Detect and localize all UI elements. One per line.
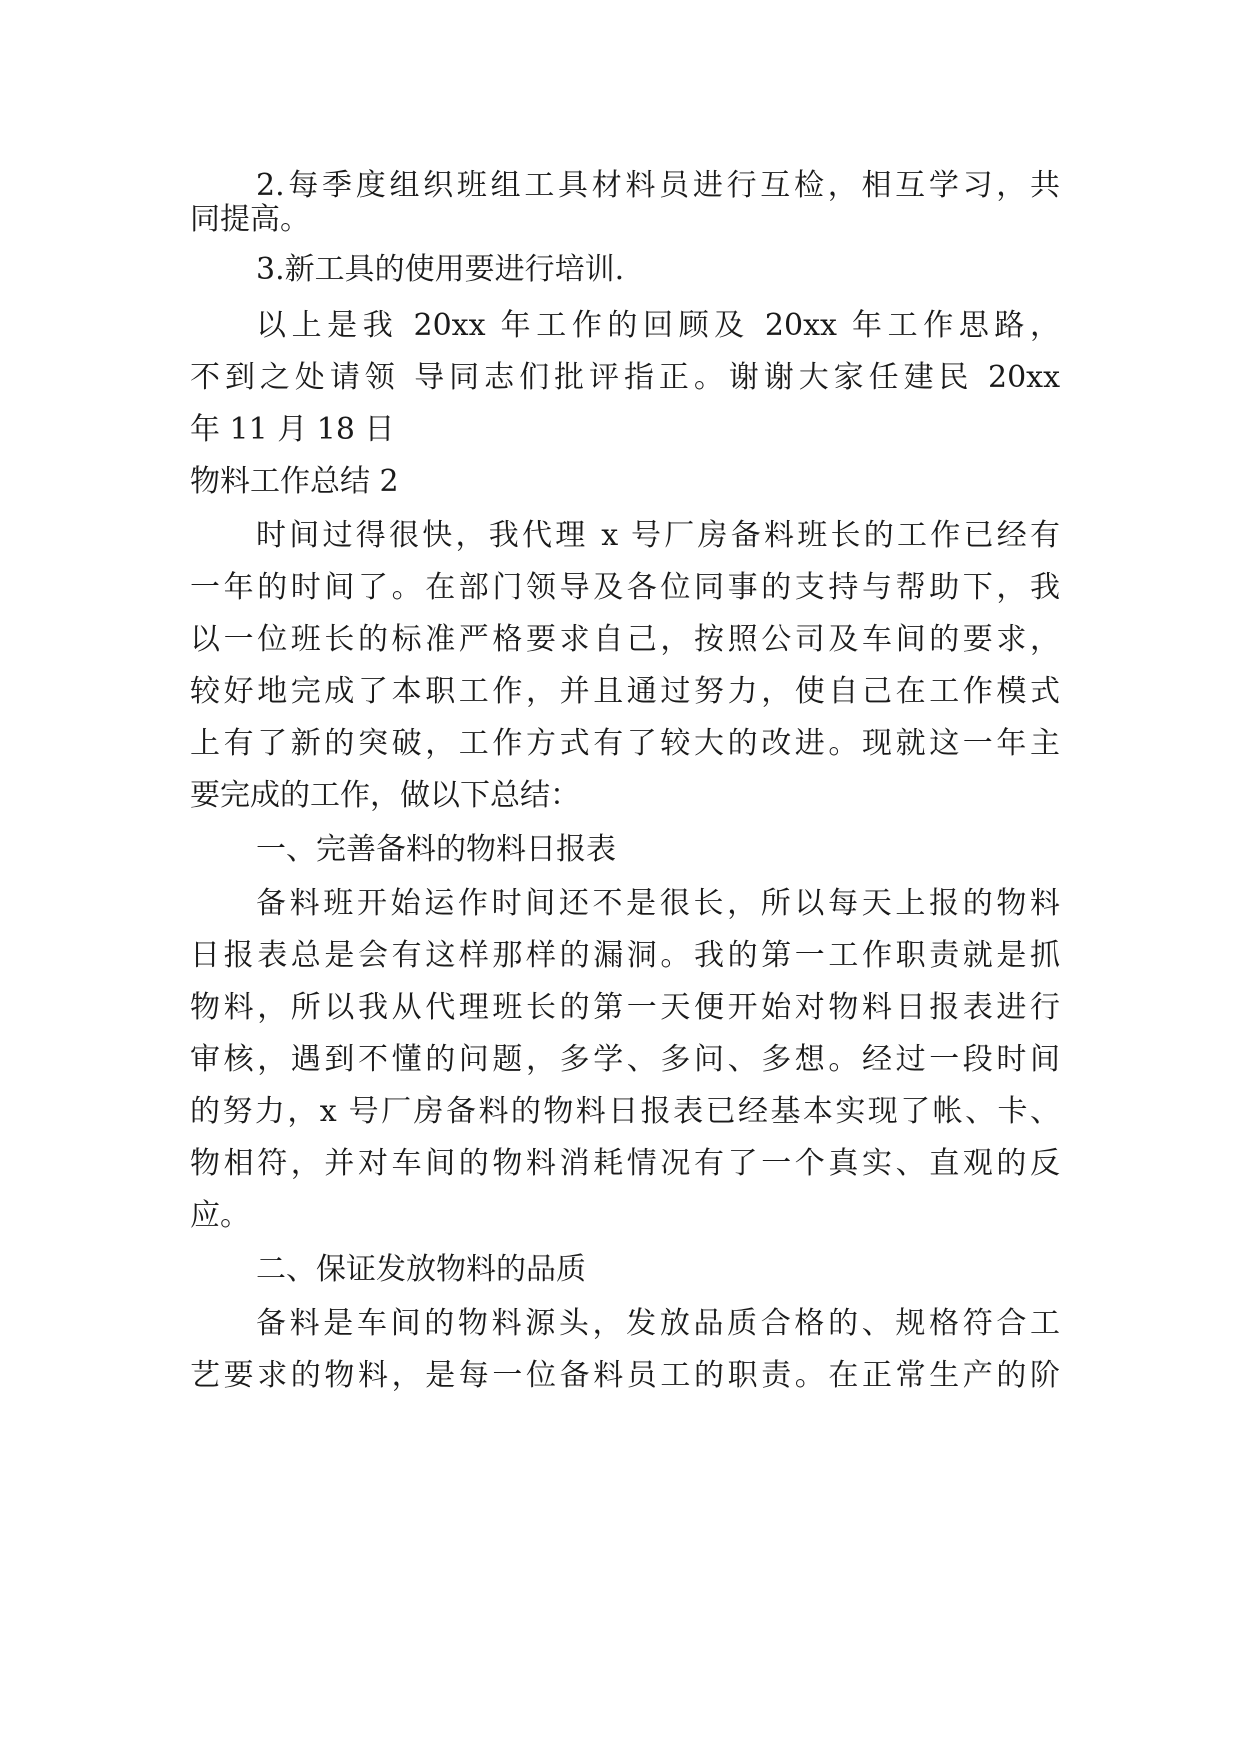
paragraph-line: 审核，遇到不懂的问题，多学、多问、多想。经过一段时间: [190, 1042, 1060, 1077]
paragraph-line: 一年的时间了。在部门领导及各位同事的支持与帮助下，我: [190, 570, 1060, 605]
subsection-heading: 二、保证发放物料的品质: [256, 1252, 586, 1287]
paragraph-line: 时间过得很快，我代理 x 号厂房备料班长的工作已经有: [256, 518, 1060, 553]
paragraph-line: 艺要求的物料，是每一位备料员工的职责。在正常生产的阶: [190, 1358, 1060, 1393]
paragraph-line: 2.每季度组织班组工具材料员进行互检，相互学习，共: [256, 168, 1060, 203]
date-line: 年 11 月 18 日: [190, 412, 395, 447]
section-heading: 物料工作总结 2: [190, 464, 399, 499]
paragraph-line: 不到之处请领 导同志们批评指正。谢谢大家任建民 20xx: [190, 360, 1060, 395]
paragraph-line: 上有了新的突破，工作方式有了较大的改进。现就这一年主: [190, 726, 1060, 761]
paragraph-line: 物料，所以我从代理班长的第一天便开始对物料日报表进行: [190, 990, 1060, 1025]
paragraph-line: 要完成的工作，做以下总结：: [190, 778, 580, 813]
paragraph-line: 较好地完成了本职工作，并且通过努力，使自己在工作模式: [190, 674, 1060, 709]
paragraph-line: 同提高。: [190, 202, 310, 237]
paragraph-line: 日报表总是会有这样那样的漏洞。我的第一工作职责就是抓: [190, 938, 1060, 973]
paragraph-line: 物相符，并对车间的物料消耗情况有了一个真实、直观的反: [190, 1146, 1060, 1181]
paragraph-line: 应。: [190, 1198, 250, 1233]
paragraph-line: 的努力，x 号厂房备料的物料日报表已经基本实现了帐、卡、: [190, 1094, 1060, 1129]
subsection-heading: 一、完善备料的物料日报表: [256, 832, 616, 867]
paragraph-line: 备料是车间的物料源头，发放品质合格的、规格符合工: [256, 1306, 1060, 1341]
paragraph-line: 3.新工具的使用要进行培训.: [256, 252, 625, 287]
paragraph-line: 以上是我 20xx 年工作的回顾及 20xx 年工作思路，: [256, 308, 1060, 343]
paragraph-line: 备料班开始运作时间还不是很长，所以每天上报的物料: [256, 886, 1060, 921]
paragraph-line: 以一位班长的标准严格要求自己，按照公司及车间的要求，: [190, 622, 1060, 657]
